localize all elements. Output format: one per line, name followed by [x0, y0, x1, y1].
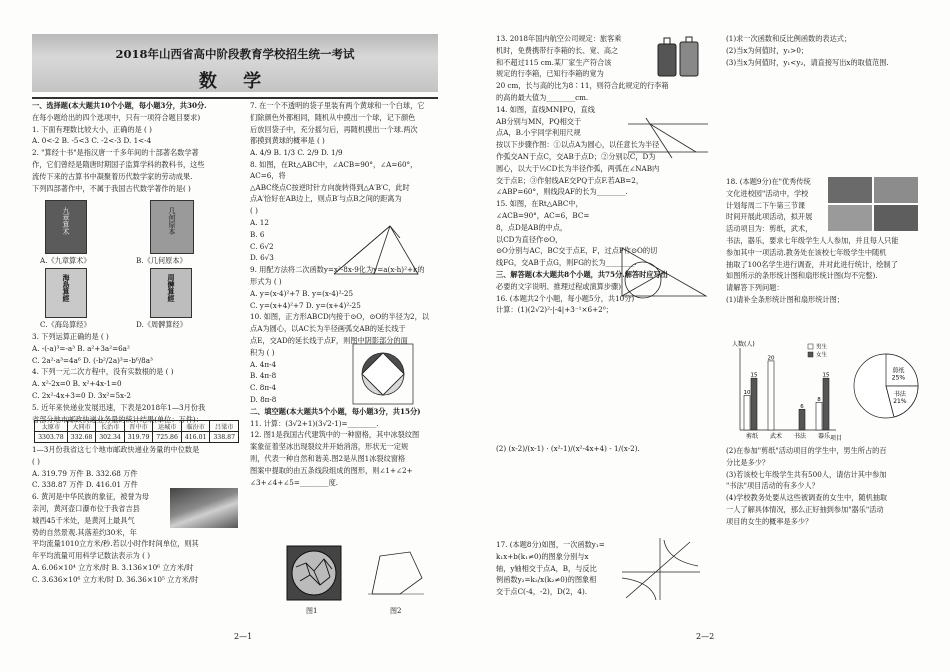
text-line: 下列四部著作中，不属于我国古代数学著作的是( )	[32, 183, 191, 193]
text-line: 亲河，黄河壶口瀑布位于我省吉县	[32, 503, 140, 513]
suitcase-icon	[654, 36, 702, 80]
text-line: C. 2x²-4x+3=0 D. 3x²=5x-2	[32, 390, 131, 400]
text-line: 8. 如图，在Rt△ABC中，∠ACB=90°，∠A=60°，AC=6，将	[250, 159, 418, 180]
text-line: 在每小题给出的四个选项中，只有一项符合题目要求)	[32, 112, 201, 122]
text-line: 交于点E；③作射线AE交PQ于点F.若AB=2，	[496, 175, 644, 185]
activity-photo-4	[874, 205, 918, 231]
column-4-q18-questions	[726, 446, 936, 529]
text-line: 文化进校园"活动中，学校	[726, 188, 809, 198]
text-line: A. 4/9 B. 1/3 C. 2/9 D. 1/9	[250, 148, 343, 158]
fig2-line-segments	[366, 548, 426, 600]
text-line: 9. 用配方法将二次函数y=x²-8x-9化为y=a(x-h)²+k的	[250, 265, 425, 275]
text-line: D. 6√3	[250, 253, 274, 263]
fig2-caption: 图2	[390, 607, 402, 615]
text-line: 们除颜色外都相同，随机从中摸出一个球，记下颜色	[250, 112, 416, 122]
bar-chart	[728, 340, 844, 444]
text-line: 一、选择题(本大题共10个小题，每小题3分，共30分.	[32, 101, 207, 110]
text-line: 17. (本题8分)如图，一次函数y₁=	[496, 540, 605, 549]
text-line: 年平均流量可用科学记数法表示为 ( )	[32, 551, 150, 561]
column-4-q17-parts	[726, 34, 936, 69]
text-line: A. -(-a)³=-a³ B. a²+3a²=6a²	[32, 343, 130, 353]
text-line: 20 cm，长与高的比为8∶11，则符合此规定的行李箱	[496, 81, 669, 91]
text-line: 和不超过115 cm.某厂家生产符合该	[496, 57, 612, 67]
column-2	[250, 101, 440, 489]
q15-circle-triangle-figure	[618, 240, 710, 300]
pie-percent: 21%	[893, 397, 907, 405]
text-line: 活动项目为：剪纸，武术，	[726, 224, 813, 234]
text-line: 15. 如图，在Rt△ABC中，	[496, 199, 583, 209]
table-row	[35, 432, 239, 443]
text-line: 分比是多少？	[726, 457, 770, 467]
text-line: ∠ABP=60°，则线段AF的长为________.	[496, 187, 628, 197]
fig1-ice-crack-window	[286, 545, 342, 601]
text-line: (1)求一次函数和反比例函数的表达式；	[726, 34, 852, 43]
book-cover-b	[150, 200, 194, 254]
book-cover-a-title: 九章算术	[62, 207, 70, 235]
bar	[816, 402, 822, 430]
text-line: 作，它们曾经是隋唐时期国子监算学科的教科书，这些	[32, 159, 205, 169]
table-header-cell: 长治市	[96, 421, 125, 432]
text-line: 10. 如图，正方形ABCD内接于⊙O，⊙O的半径为2，以	[250, 312, 429, 322]
text-line: 点A为圆心，以AC长为半径画弧交AB的延长线于	[250, 324, 406, 334]
header-divider	[32, 97, 438, 99]
text-line: C. y=(x+4)²+7 D. y=(x+4)²-25	[250, 300, 361, 310]
x-tick-label: 剪纸	[745, 433, 759, 440]
text-line: A. 4π-4	[250, 359, 277, 369]
text-line: 请解答下列问题：	[726, 283, 784, 293]
text-line: 3. 下列运算正确的是 ( )	[32, 332, 109, 341]
legend-label: 男生	[816, 344, 828, 351]
bar	[744, 395, 750, 430]
text-line: k₁x+b(k₁≠0)的图象分别与x	[496, 551, 589, 561]
text-line: 11. 计算：(3√2+1)(3√2-1)=________.	[250, 418, 379, 428]
text-line: 省部分地市邮政快递业务量的统计结果(单位：万件)：	[32, 414, 203, 424]
book-caption-a: A.《九章算术》	[40, 256, 91, 265]
y-axis-label: 人数(人)	[732, 341, 755, 348]
legend-swatch	[808, 344, 813, 349]
table-cell: 416.01	[181, 432, 210, 443]
pie-percent: 25%	[891, 374, 906, 382]
bar	[823, 378, 829, 430]
text-line: 的高的最大值为________cm.	[496, 92, 589, 102]
text-line: 7. 在一个不透明的袋子里装有两个黄球和一个白球，它	[250, 101, 425, 110]
table-header-cell: 临汾市	[181, 421, 210, 432]
text-line: 4. 下列一元二次方程中，没有实数根的是 ( )	[32, 367, 174, 377]
data-label: 10	[743, 389, 751, 396]
x-tick-label: 书法	[793, 433, 807, 440]
fig1-caption: 图1	[306, 607, 318, 615]
column-3-q16-part2	[496, 444, 710, 456]
text-line: 例函数y₂=k₂/x(k₂≠0)的图象相	[496, 575, 597, 585]
q17-function-graph	[620, 536, 702, 602]
data-label: 6	[800, 403, 804, 410]
text-line: ∠3+∠4+∠5=________度.	[250, 477, 339, 487]
text-line: D. 8π-8	[250, 394, 277, 404]
q8-triangle-figure	[330, 218, 422, 280]
book-cover-a	[45, 200, 87, 254]
text-line: (1)请补全条形统计图和扇形统计图；	[726, 294, 844, 304]
text-line: △ABC绕点C按逆时针方向旋转得到△A′B′C，此时	[250, 182, 410, 192]
text-line: 5. 近年来快递业发展迅速，下表是2018年1—3月份我	[32, 402, 206, 412]
text-line: C. 338.87 万件 D. 416.01 万件	[32, 480, 138, 490]
x-tick-label: 器乐	[817, 433, 831, 440]
text-line: 规定的行李箱，已知行李箱的宽为	[496, 69, 604, 79]
table-header-row	[35, 421, 239, 432]
text-line: 1. 下面有理数比较大小，正确的是 ( )	[32, 124, 152, 134]
text-line: 6. 黄河是中华民族的象征，被誉为母	[32, 492, 149, 502]
text-line: ( )	[250, 206, 258, 216]
column-1-middle	[32, 332, 242, 426]
text-line: (2)当x为何值时，y₁>0；	[726, 45, 809, 55]
text-line: 线FG，交AB于点G，则FG的长为________.	[496, 258, 637, 268]
exam-header	[32, 34, 438, 92]
text-line: 16. (本题共2个小题，每小题5分，共10分)	[496, 293, 635, 303]
text-line: "书法"项目活动的有多少人？	[726, 481, 819, 491]
page-number-right: 2—2	[696, 632, 715, 641]
text-line: 城西45千米处，是黄河上最具气	[32, 515, 135, 525]
text-line: 12. 图1是我国古代建筑中的一种窗格，其中冰裂纹图	[250, 430, 420, 440]
text-line: ( )	[32, 456, 40, 466]
text-line: ⊙O分别与AC，BC交于点E，F，过点F作⊙O的切	[496, 246, 658, 256]
text-line: 计划每周二下午第三节课	[726, 200, 806, 210]
text-line: 轴，y轴相交于点A，B，与反比	[496, 563, 597, 573]
text-line: AB分别与MN，PQ相交于	[496, 116, 582, 126]
text-line: 书法，器乐，要求七年级学生人人参加，并且每人只能	[726, 235, 899, 245]
x-axis-label: 项目	[830, 435, 843, 442]
text-line: 二、填空题(本大题共5个小题，每小题3分，共15分)	[250, 406, 421, 416]
table-header-cell: 晋中市	[124, 421, 153, 432]
table-cell: 338.87	[210, 432, 239, 443]
text-line: 势的自然景观.其落差约30米，年	[32, 527, 137, 537]
text-line: ∠ACB=90°，AC=6，BC=	[496, 210, 590, 220]
subject-title: 数 学	[198, 71, 272, 92]
text-line: 18. (本题9分)在"优秀传统	[726, 177, 811, 186]
pie-label: 书法	[893, 390, 906, 398]
text-line: 8，点D是AB的中点，	[496, 222, 568, 232]
text-line: (3)当x为何值时，y₁<y₂，请直接写出x的取值范围.	[726, 57, 889, 67]
text-line: (3)若该校七年级学生共有500人，请估计其中参加	[726, 469, 887, 479]
text-line: 一人了解具体情况，那么正好抽到参加"器乐"活动	[726, 504, 884, 514]
book-cover-d-title: 周髀算經	[167, 274, 176, 302]
text-line: 后放回袋子中，充分摇匀后，再随机摸出一个球.两次	[250, 124, 418, 134]
table-cell: 319.79	[124, 432, 153, 443]
q10-circle-figure	[352, 343, 414, 405]
text-line: 案象征着坚冰出现裂纹并开始消溶，形状无一定规	[250, 442, 409, 452]
text-line: (2) (x-2)/(x-1) · (x²-1)/(x²-4x+4) - 1/(x-2).	[496, 444, 640, 453]
text-line: 积为 ( )	[250, 347, 275, 357]
text-line: (4)学校教务处要从这些被调查的女生中，随机抽取	[726, 493, 888, 503]
text-line: A. 12	[250, 217, 269, 227]
text-line: B. 4π-8	[250, 371, 277, 381]
book-cover-c-title: 海島算經	[62, 274, 71, 302]
legend-swatch	[808, 352, 813, 357]
data-label: 20	[767, 355, 775, 362]
text-line: 必要的文字说明、推理过程或演算步骤)	[496, 281, 621, 291]
text-line: 圆心，以大于½CD长为半径作弧，两弧在∠NAB内	[496, 163, 660, 173]
bar	[768, 361, 774, 430]
text-line: 如图所示的条形统计图和扇形统计图(均不完整).	[726, 271, 878, 281]
pie-label: 剪纸	[892, 367, 905, 375]
text-line: 按以下步骤作图：①以点A为圆心，以任意长为半径	[496, 140, 660, 150]
text-line: 交于点C(-4，-2)，D(2，4).	[496, 587, 588, 597]
book-cover-d	[150, 268, 192, 318]
waterfall-photo	[170, 488, 238, 528]
text-line: C. 2a²·a³=4a⁶ D. (-b²/2a)³=-b⁶/8a³	[32, 355, 153, 365]
bar	[799, 409, 805, 430]
bar	[751, 378, 757, 430]
book-cover-c	[45, 268, 87, 318]
table-header-cell: 大同市	[67, 421, 96, 432]
text-line: 平均流量1010立方米/秒.若以小时作时间单位，则其	[32, 539, 199, 549]
column-1-top	[32, 101, 242, 195]
table-header-cell: 吕梁市	[210, 421, 239, 432]
activity-photo-2	[874, 177, 918, 203]
data-label: 15	[822, 372, 830, 379]
book-caption-c: C.《海岛算经》	[40, 320, 91, 329]
text-line: 点E，交AD的延长线于点F，则图中阴影部分的面	[250, 335, 408, 345]
data-label: 15	[750, 372, 758, 379]
table-cell: 3303.78	[35, 432, 68, 443]
text-line: 以CD为直径作⊙O，	[496, 234, 563, 244]
text-line: 三、解答题(本大题共8个小题，共75分.解答时应写出	[496, 269, 668, 279]
book-caption-b: B.《几何原本》	[136, 256, 187, 265]
text-line: 作弧交AN于点C，交AB于点D；②分别以C，D为	[496, 151, 656, 161]
table-header-cell: 太原市	[35, 421, 68, 432]
text-line: 计算：(1)(2√2)²-|-4|+3⁻¹×6+2⁰；	[496, 305, 613, 315]
text-line: A. y=(x-4)²+7 B. y=(x-4)²-25	[250, 288, 354, 298]
text-line: 抽取了100名学生进行调查，并对此进行统计，绘制了	[726, 259, 898, 269]
text-line: 则，代表一种自然和谐美.图2是从图1冰裂纹窗格	[250, 453, 406, 463]
text-line: A. x²-2x=0 B. x²+4x-1=0	[32, 379, 122, 389]
text-line: 点A，B.小宇同学利用尺规	[496, 128, 581, 138]
text-line: 点A′恰好在AB边上，则点B′与点B之间的距离为	[250, 194, 402, 204]
text-line: C. 3.636×10⁶ 立方米/时 D. 36.36×10⁵ 立方米/时	[32, 574, 199, 584]
text-line: C. 6√2	[250, 241, 274, 251]
text-line: 流传下来的古算书中凝聚着历代数学家的劳动成果.	[32, 171, 193, 181]
text-line: 14. 如图，直线MN∥PQ，直线	[496, 104, 595, 114]
text-line: 都摸到黄球的概率是 ( )	[250, 136, 325, 146]
text-line: A. 6.06×10⁴ 立方米/时 B. 3.136×10⁶ 立方米/时	[32, 562, 194, 572]
activity-photo-3	[828, 205, 872, 231]
x-tick-label: 武术	[769, 433, 783, 440]
text-line: B. 6	[250, 229, 265, 239]
table-cell: 302.34	[96, 432, 125, 443]
book-caption-d: D.《周髀算经》	[136, 320, 187, 329]
activity-photo-1	[828, 177, 872, 203]
text-line: 项目的女生的概率是多少？	[726, 516, 813, 526]
text-line: 参加其中一项活动.教务处在该校七年级学生中随机	[726, 247, 887, 257]
text-line: 形式为 ( )	[250, 276, 282, 286]
text-line: 机时，免费携带行李箱的长、宽、高之	[496, 45, 619, 55]
text-line: C. 8π-4	[250, 383, 277, 393]
text-line: 2. "算经十书"是指汉唐一千多年间的十部著名数学著	[32, 148, 199, 158]
exam-title: 2018年山西省高中阶段教育学校招生统一考试	[115, 47, 355, 61]
table-cell: 332.68	[67, 432, 96, 443]
express-volume-table	[34, 420, 239, 443]
q14-parallel-lines-figure	[626, 116, 710, 160]
table-header-cell: 运城市	[153, 421, 182, 432]
text-line: A. 0<-2 B. -5<3 C. -2<-3 D. 1<-4	[32, 136, 152, 146]
table-cell: 725.86	[153, 432, 182, 443]
text-line: 图案中提取的由五条线段组成的图形，则∠1+∠2+	[250, 465, 413, 475]
page-number-left: 2—1	[234, 632, 253, 641]
text-line: A. 319.79 万件 B. 332.68 万件	[32, 468, 138, 478]
legend-label: 女生	[816, 352, 828, 359]
book-cover-b-title: 几何原本	[168, 207, 176, 235]
text-line: (2)在参加"剪纸"活动项目的学生中，男生所占的百	[726, 446, 887, 455]
text-line: 时间开展此项活动，拟开展	[726, 212, 813, 222]
pie-chart	[850, 350, 922, 422]
text-line: 1—3月份我省这七个地市邮政快递业务量的中位数是	[32, 445, 200, 454]
text-line: 13. 2018年国内航空公司规定：旅客乘	[496, 34, 622, 43]
data-label: 8	[817, 396, 821, 403]
